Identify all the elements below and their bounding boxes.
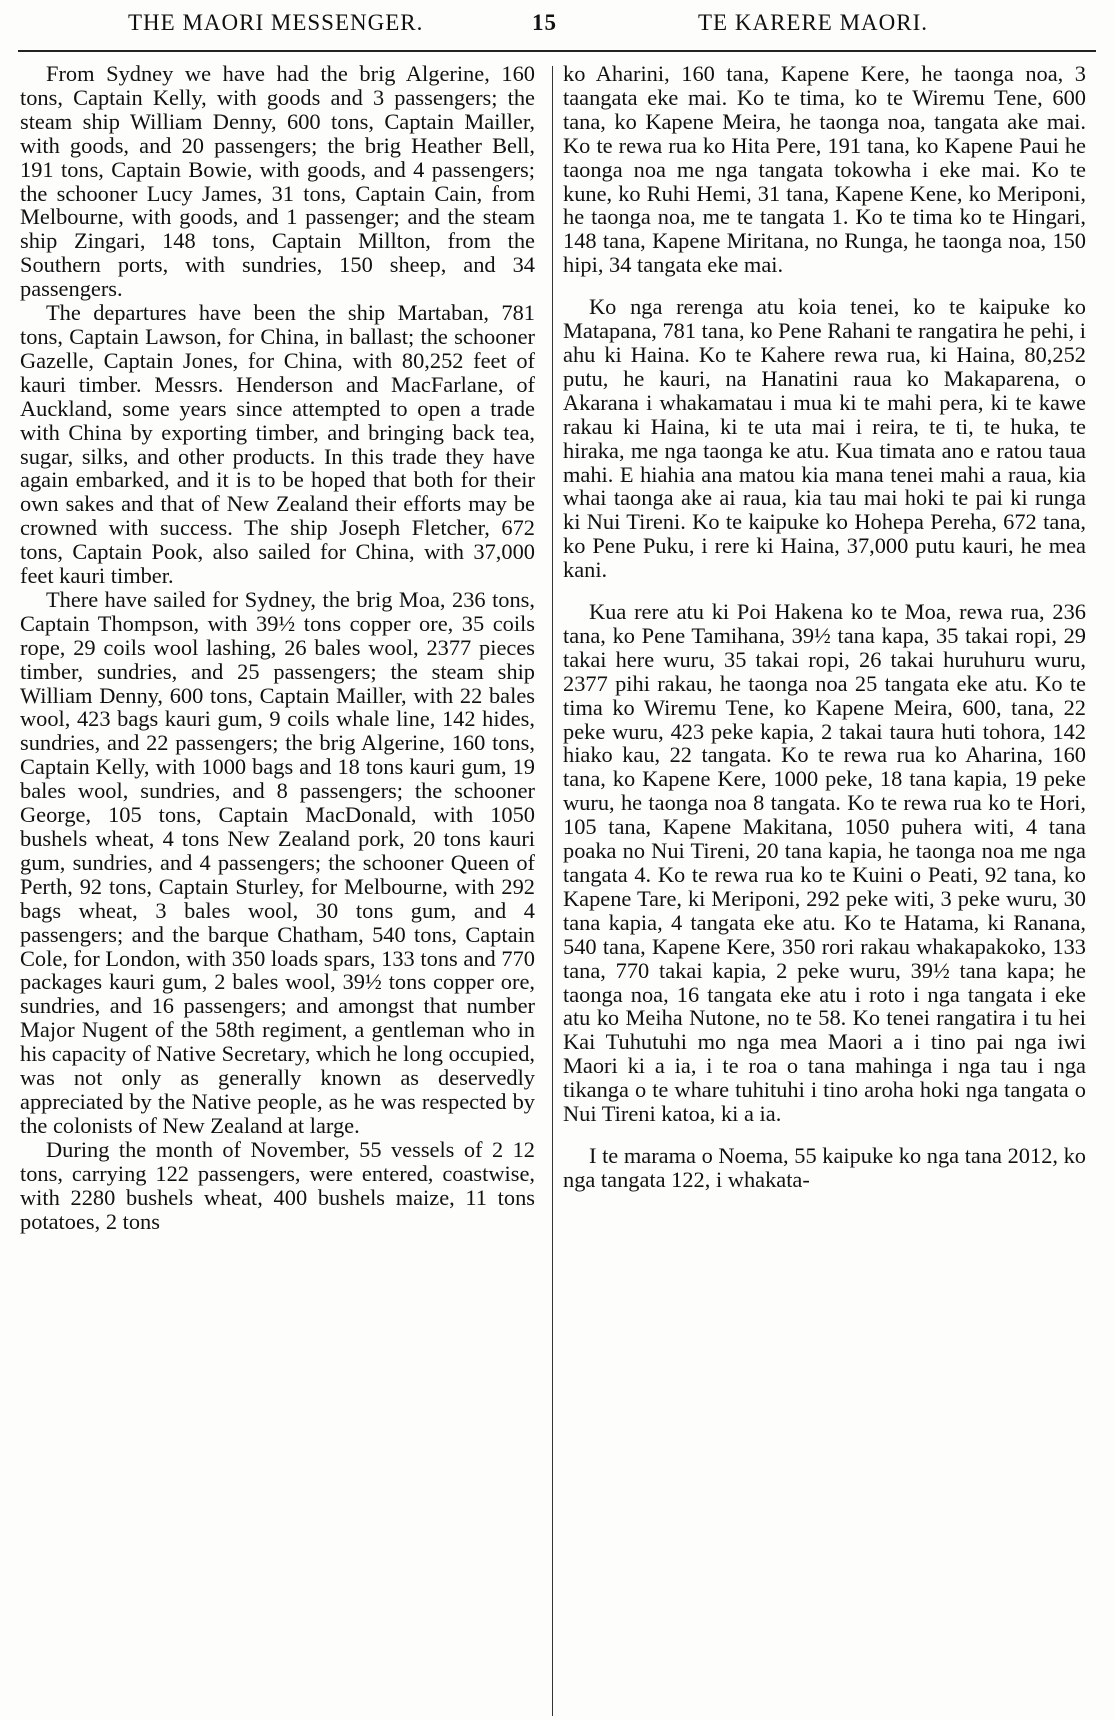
english-paragraph-departures: The departures have been the ship Martaban, 781 tons, Captain Lawson, for China, in ballast; the schooner Gazelle, Captain Jones, for China, with 80,252 feet of kauri timber. Messrs. Henderson and MacFarlane, of Auckland, some years since attempted to open a trade with China by exporting timber, and bringing back tea, sugar, silks, and other products. In this trade they have again embarked, and it is to be hoped that both for their own sakes and that of New Zealand their efforts may be crowned with success. The ship Joseph Fletcher, 672 tons, Captain Pook, also sailed for China, with 37,000 feet kauri timber. [20, 300, 535, 589]
header-english-title: THE MAORI MESSENGER. [128, 10, 424, 35]
header-rule [18, 50, 1096, 52]
page-header [0, 4, 1114, 48]
english-column [20, 62, 535, 1233]
column-divider [552, 66, 553, 1716]
maori-paragraph-sydney-sailings: Kua rere atu ki Poi Hakena ko te Moa, rewa rua, 236 tana, ko Pene Tamihana, 39½ tana kapa, 35 takai ropi, 29 takai here wuru, 35 takai ropi, 26 takai huruhuru wuru, 2377 pihi rakau, he taonga noa 25 tangata eke atu. Ko te tima ko Wiremu Tene, ko Kapene Meira, 600, tana, 22 peke wuru, 423 peke kapia, 2 takai taura huti tohora, 142 hiako kau, 22 tangata. Ko te rewa rua ko Aharina, 160 tana, ko Kapene Kere, 1000 peke, 18 tana kapia, 19 peke wuru, he taonga noa 8 tangata. Ko te rewa rua ko te Hori, 105 tana, Kapene Makitana, 1050 puhera witi, 4 tana poaka no Nui Tireni, 20 tana kapia, he taonga noa me nga tangata 4. Ko te rewa rua ko te Kuini o Peati, 92 tana, ko Kapene Tare, ki Meriponi, 292 peke witi, 3 peke wuru, 30 tana kapia, 4 tangata eke atu. Ko te Hatama, ki Ranana, 540 tana, Kapene Kere, 350 rori rakau whakapakoko, 133 tana, 770 takai kapia, 2 peke wuru, 39½ tana kapa; he taonga noa, 16 tangata eke atu i roto i nga tangata i eke atu ko Meiha Nutone, no te 58. Ko tenei rangatira i tu hei Kai Tuhutuhi mo nga mea Maori a i tino pai nga iwi Maori ki a ia, i te roa o tana mahinga i nga tau i nga tikanga o te whare tuhituhi i tino aroha hoki nga tangata o Nui Tireni katoa, ki a ia. [563, 599, 1086, 1127]
english-paragraph-arrivals: From Sydney we have had the brig Algerine, 160 tons, Captain Kelly, with goods and 3 passengers; the steam ship William Denny, 600 tons, Captain Mailler, with goods, and 20 passengers; the brig Heather Bell, 191 tons, Captain Bowie, with goods, and 4 passengers; the schooner Lucy James, 31 tons, Captain Cain, from Melbourne, with goods, and 1 passenger; and the steam ship Zingari, 148 tons, Captain Millton, from the Southern ports, with sundries, 150 sheep, and 34 passengers. [20, 61, 535, 302]
maori-column [563, 62, 1086, 1192]
maori-paragraph-departures: Ko nga rerenga atu koia tenei, ko te kaipuke ko Matapana, 781 tana, ko Pene Rahani te rangatira he pehi, i ahu ki Haina. Ko te Kahere rewa rua, ki Haina, 80,252 putu, he kauri, na Hanatini raua ko Makaparena, o Akarana i whakamatau i mua ki te mahi pera, ki te kawe rakau ki Haina, ki te uta mai i reira, te ti, te huka, te hiraka, me nga taonga ke atu. Kua timata ano e ratou taua mahi. E hiahia ana matou kia mana tenei mahi a raua, kia whai taonga ake ai raua, kia tau mai hoki te pai ki runga ki Nui Tireni. Ko te kaipuke ko Hohepa Pereha, 672 tana, ko Pene Puku, i rere ki Haina, 37,000 putu kauri, he mea kani. [563, 294, 1086, 583]
header-maori-title: TE KARERE MAORI. [698, 10, 929, 35]
page-number: 15 [532, 10, 557, 35]
english-paragraph-november: During the month of November, 55 vessels of 2 12 tons, carrying 122 passengers, were entered, coastwise, with 2280 bushels wheat, 400 bushels maize, 11 tons potatoes, 2 tons [20, 1136, 535, 1234]
maori-paragraph-arrivals: ko Aharini, 160 tana, Kapene Kere, he taonga noa, 3 taangata eke mai. Ko te tima, ko te Wiremu Tene, 600 tana, ko Kapene Meira, he taonga noa, tangata ake mai. Ko te rewa rua ko Hita Pere, 191 tana, ko Kapene Paui he taonga noa me nga tangata tokowha i eke mai. Ko te kune, ko Ruhi Hemi, 31 tana, Kapene Kene, ko Meriponi, he taonga noa, me te tangata 1. Ko te tima ko te Hingari, 148 tana, Kapene Miritana, no Runga, he taonga noa, 150 hipi, 34 tangata eke mai. [563, 61, 1086, 278]
maori-paragraph-november: I te marama o Noema, 55 kaipuke ko nga tana 2012, ko nga tangata 122, i whakata- [563, 1142, 1086, 1192]
english-paragraph-sydney-sailings: There have sailed for Sydney, the brig Moa, 236 tons, Captain Thompson, with 39½ tons copper ore, 35 coils rope, 29 coils wool lashing, 26 bales wool, 2377 pieces timber, sundries, and 25 passengers; the steam ship William Denny, 600 tons, Captain Mailler, with 22 bales wool, 423 bags kauri gum, 9 coils whale line, 142 hides, sundries, and 22 passengers; the brig Algerine, 160 tons, Captain Kelly, with 1000 bags and 18 tons kauri gum, 19 bales wool, sundries, and 8 passengers; the schooner George, 105 tons, Captain MacDonald, with 1050 bushels wheat, 4 tons New Zealand pork, 20 tons kauri gum, sundries, and 4 passengers; the schooner Queen of Perth, 92 tons, Captain Sturley, for Melbourne, with 292 bags wheat, 3 bales wool, 30 tons gum, and 4 passengers; and the barque Chatham, 540 tons, Captain Cole, for London, with 350 loads spars, 133 tons and 770 packages kauri gum, 2 bales wool, 39½ tons copper ore, sundries, and 16 passengers; and amongst that number Major Nugent of the 58th regiment, a gentleman who in his capacity of Native Secretary, which he long occupied, was not only as generally known as deservedly appreciated by the Native people, as he was respected by the colonists of New Zealand at large. [20, 586, 535, 1138]
